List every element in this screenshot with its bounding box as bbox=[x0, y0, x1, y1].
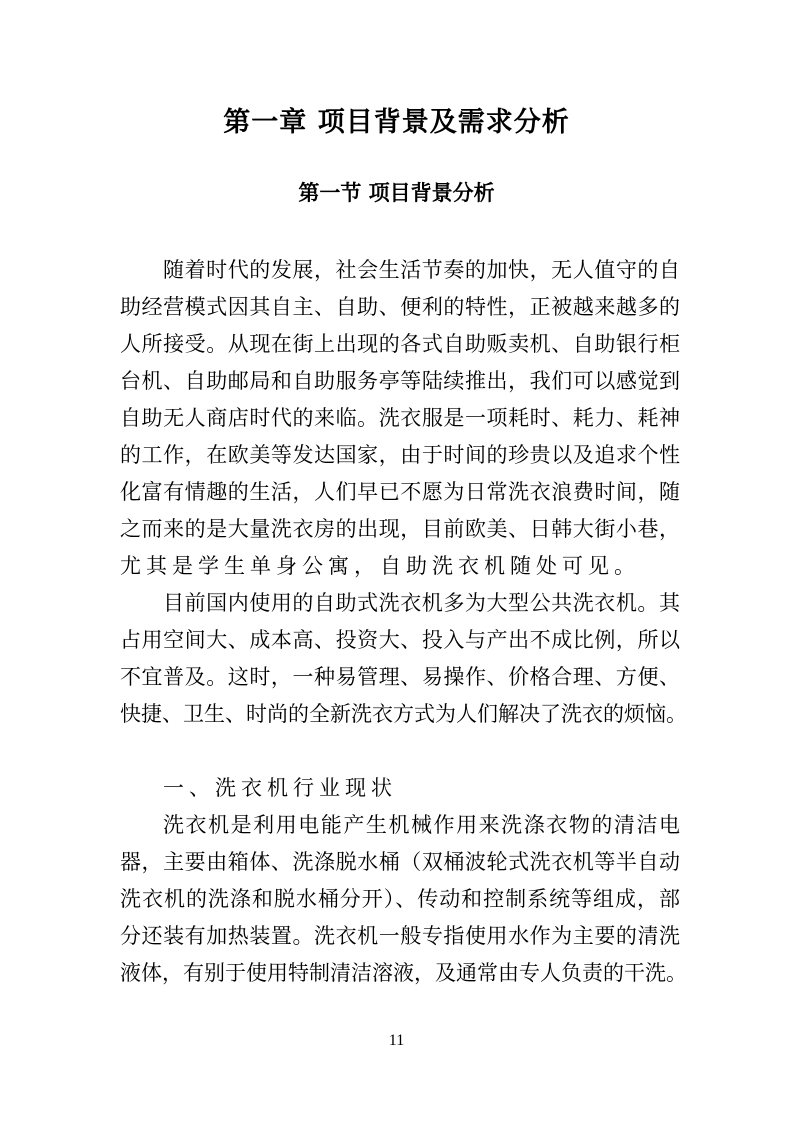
paragraph-line: 快捷、卫生、时尚的全新洗衣方式为人们解决了洗衣的烦恼。 bbox=[120, 702, 687, 726]
chapter-title: 第一章 项目背景及需求分析 bbox=[223, 107, 570, 138]
paragraph-line: 自助无人商店时代的来临。洗衣服是一项耗时、耗力、耗神 bbox=[120, 406, 680, 430]
page-number: 11 bbox=[388, 1032, 405, 1049]
section-title: 第一节 项目背景分析 bbox=[298, 180, 495, 205]
paragraph-line: 洗衣机是利用电能产生机械作用来洗涤衣物的清洁电 bbox=[163, 813, 680, 837]
paragraph-line: 目前国内使用的自助式洗衣机多为大型公共洗衣机。其 bbox=[163, 591, 680, 615]
paragraph-line: 的工作，在欧美等发达国家，由于时间的珍贵以及追求个性 bbox=[120, 443, 680, 467]
paragraph-line: 化富有情趣的生活，人们早已不愿为日常洗衣浪费时间，随 bbox=[120, 480, 680, 504]
paragraph-line: 液体，有别于使用特制清洁溶液，及通常由专人负责的干洗。 bbox=[120, 961, 687, 985]
paragraph-line: 占用空间大、成本高、投资大、投入与产出不成比例，所以 bbox=[120, 628, 680, 652]
paragraph-line: 分还装有加热装置。洗衣机一般专指使用水作为主要的清洗 bbox=[120, 924, 680, 948]
paragraph-line: 台机、自助邮局和自助服务亭等陆续推出，我们可以感觉到 bbox=[120, 369, 680, 393]
paragraph-line: 之而来的是大量洗衣房的出现，目前欧美、日韩大街小巷， bbox=[120, 517, 680, 541]
paragraph-line: 随着时代的发展，社会生活节奏的加快，无人值守的自 bbox=[163, 258, 680, 282]
paragraph-line: 人所接受。从现在街上出现的各式自助贩卖机、自助银行柜 bbox=[120, 332, 680, 356]
paragraph-line: 洗衣机的洗涤和脱水桶分开）、传动和控制系统等组成，部 bbox=[120, 887, 680, 911]
subheading: 一、洗衣机行业现状 bbox=[163, 776, 397, 800]
body-text bbox=[120, 252, 687, 992]
paragraph-line: 尤其是学生单身公寓，自助洗衣机随处可见。 bbox=[120, 554, 640, 578]
paragraph-line: 器，主要由箱体、洗涤脱水桶（双桶波轮式洗衣机等半自动 bbox=[120, 850, 680, 874]
paragraph-line: 不宜普及。这时，一种易管理、易操作、价格合理、方便、 bbox=[120, 665, 680, 689]
paragraph-line: 助经营模式因其自主、自助、便利的特性，正被越来越多的 bbox=[120, 295, 680, 319]
